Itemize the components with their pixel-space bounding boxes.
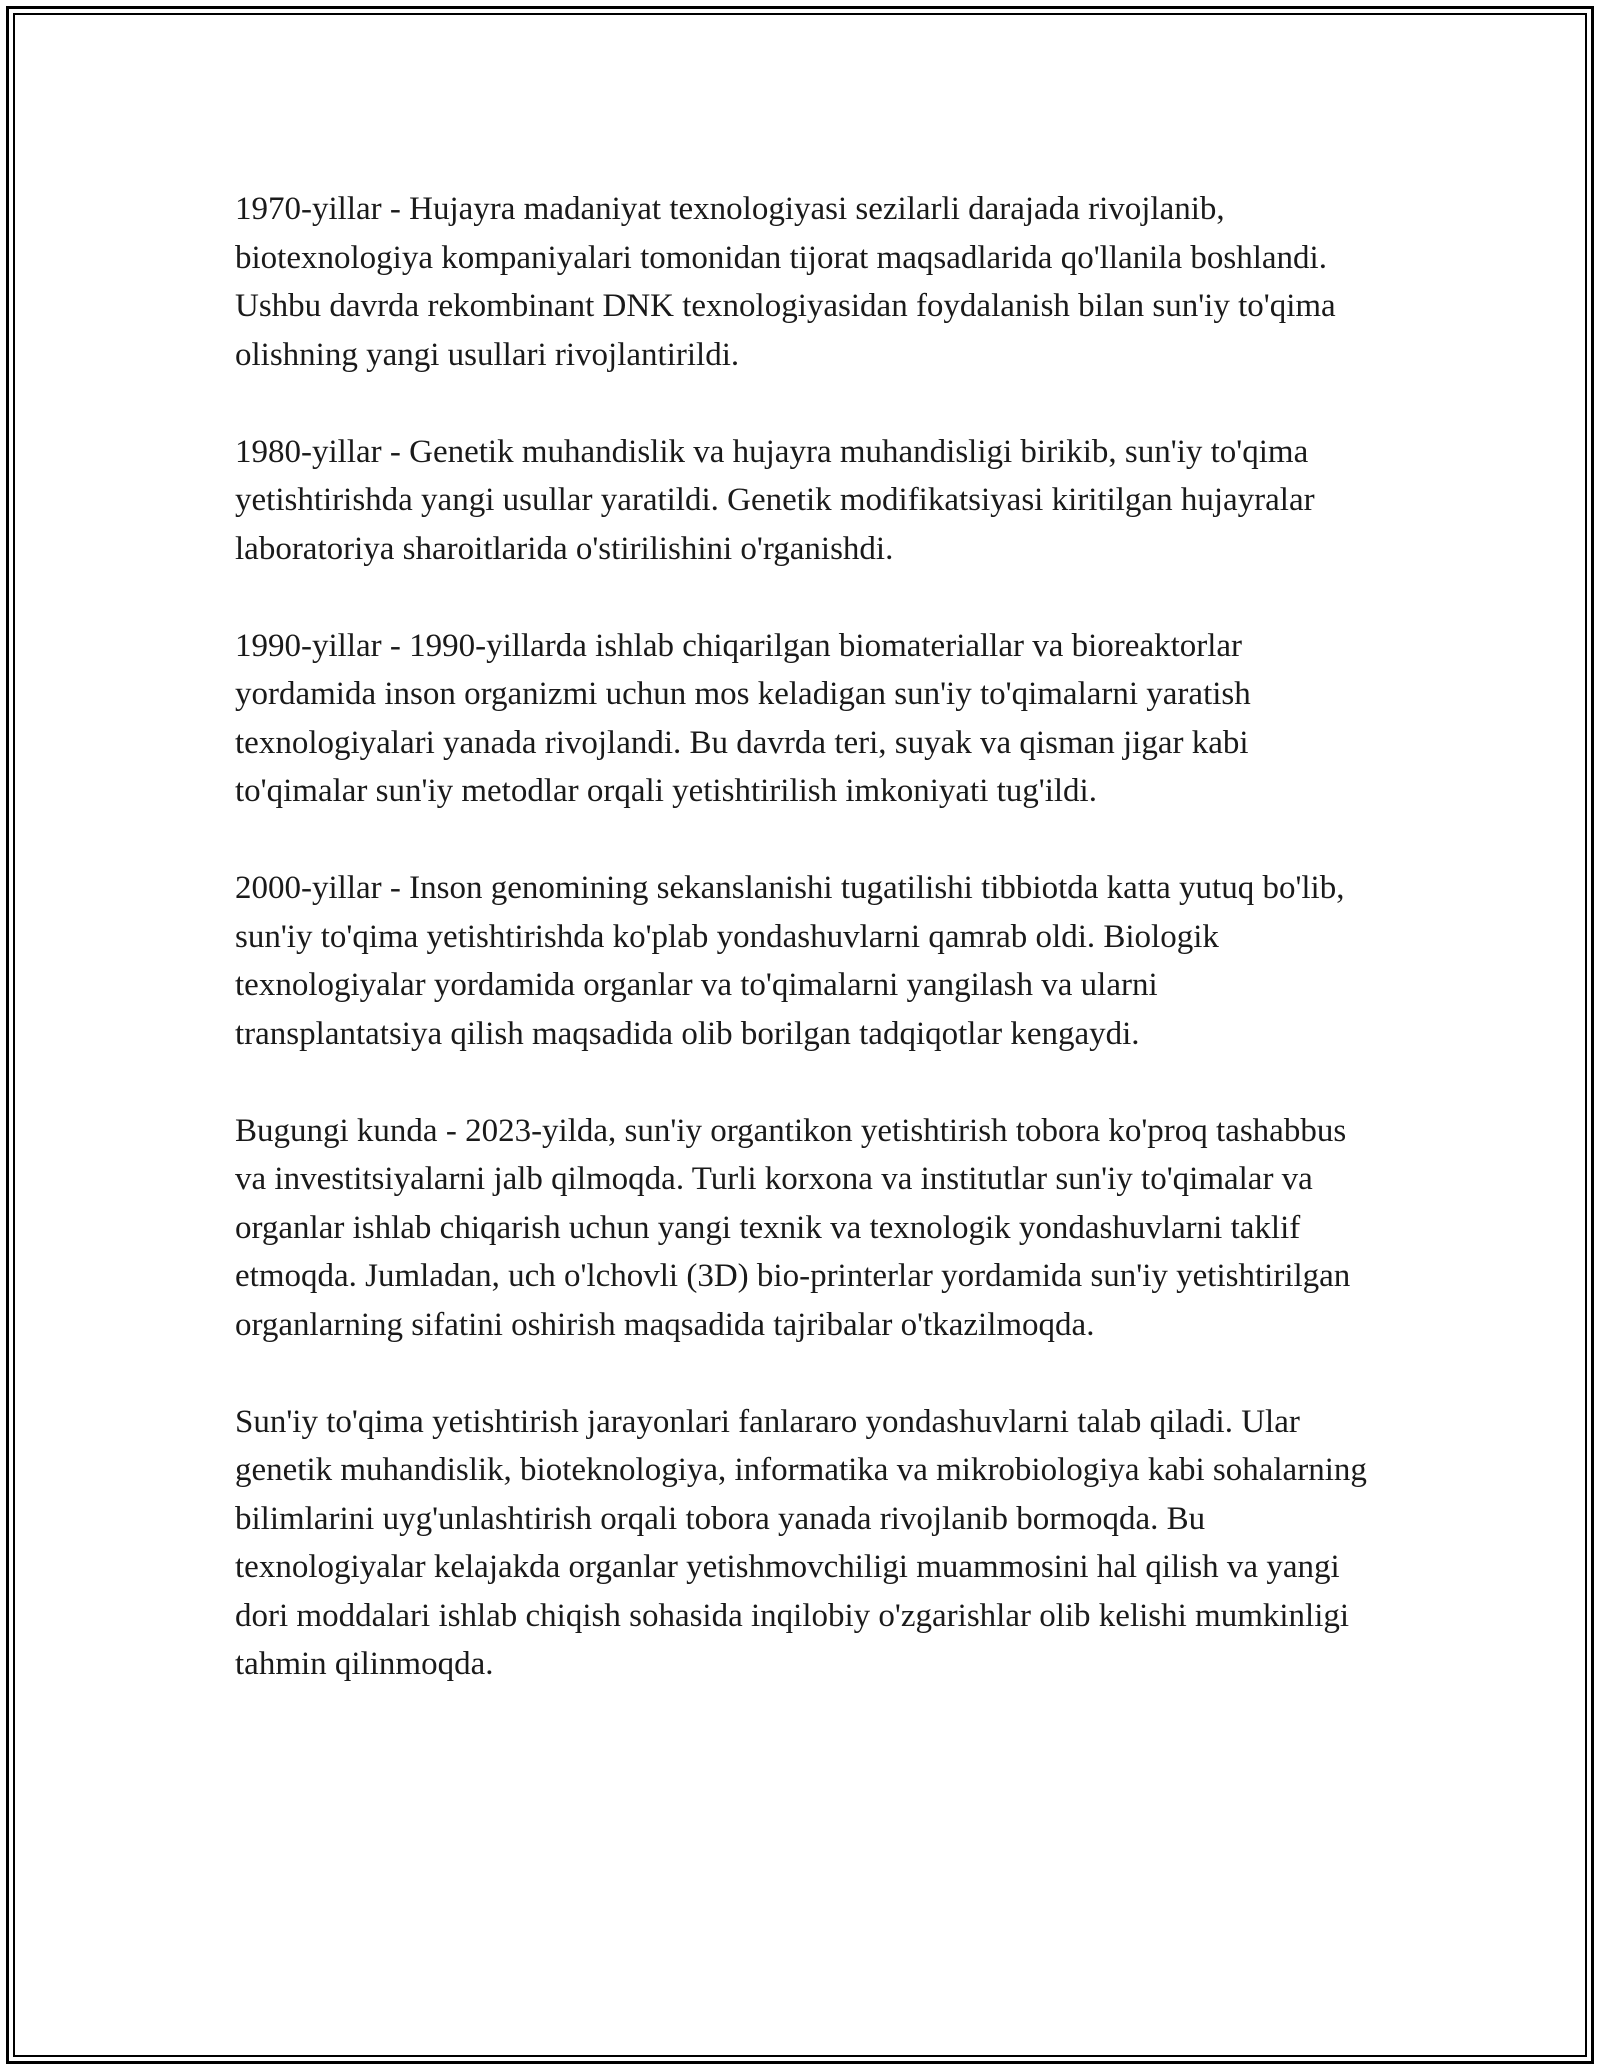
paragraph-today: Bugungi kunda - 2023-yilda, sun'iy organtikon yetishtirish tobora ko'proq tashabbus va investitsiyalarni jalb qilmoqda. Turli korxona va institutlar sun'iy to'qimalar va organlar ishlab chiqarish uchun yangi texnik va texnologik yondashuvlarni taklif etmoqda. Jumladan, uch o'lchovli (3D) bio-printerlar yordamida sun'iy yetishtirilgan organlarning sifatini oshirish maqsadida tajribalar o'tkazilmoqda.: [235, 1112, 1351, 1343]
paragraph-1990s: 1990-yillar - 1990-yillarda ishlab chiqarilgan biomateriallar va bioreaktorlar yordamida inson organizmi uchun mos keladigan sun'iy to'qimalarni yaratish texnologiyalari yanada rivojlandi. Bu davrda teri, suyak va qisman jigar kabi to'qimalar sun'iy metodlar orqali yetishtirilish imkoniyati tug'ildi.: [235, 627, 1251, 809]
paragraph-2000s: 2000-yillar - Inson genomining sekanslanishi tugatilishi tibbiotda katta yutuq bo'lib, sun'iy to'qima yetishtirishda ko'plab yondashuvlarni qamrab oldi. Biologik texnologiyalar yordamida organlar va to'qimalarni yangilash va ularni transplantatsiya qilish maqsadida olib borilgan tadqiqotlar kengaydi.: [235, 870, 1345, 1052]
paragraph-1980s: 1980-yillar - Genetik muhandislik va hujayra muhandisligi birikib, sun'iy to'qima yetishtirishda yangi usullar yaratildi. Genetik modifikatsiyasi kiritilgan hujayralar laboratoriya sharoitlarida o'stirilishini o'rganishdi.: [235, 433, 1315, 567]
paragraph-1970s: 1970-yillar - Hujayra madaniyat texnologiyasi sezilarli darajada rivojlanib, biotexnologiya kompaniyalari tomonidan tijorat maqsadlarida qo'llanila boshlandi. Ushbu davrda rekombinant DNK texnologiyasidan foydalanish bilan sun'iy to'qima olishning yangi usullari rivojlantirildi.: [235, 191, 1336, 373]
document-body: [235, 185, 1370, 1737]
paragraph-conclusion: Sun'iy to'qima yetishtirish jarayonlari fanlararo yondashuvlarni talab qiladi. Ular genetik muhandislik, bioteknologiya, informatika va mikrobiologiya kabi sohalarning bilimlarini uyg'unlashtirish orqali tobora yanada rivojlanib bormoqda. Bu texnologiyalar kelajakda organlar yetishmovchiligi muammosini hal qilish va yangi dori moddalari ishlab chiqish sohasida inqilobiy o'zgarishlar olib kelishi mumkinligi tahmin qilinmoqda.: [235, 1403, 1367, 1682]
